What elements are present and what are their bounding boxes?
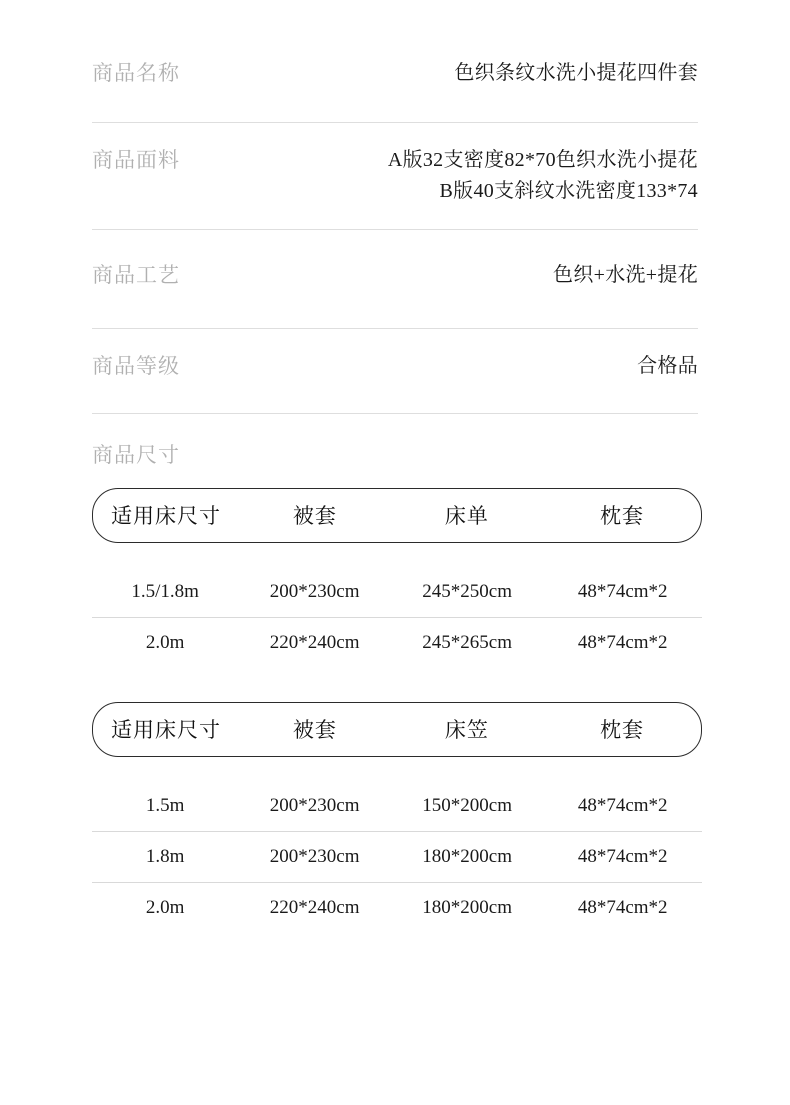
table-header-cell: 适用床尺寸 [110,718,221,742]
table-row [92,832,702,883]
spec-value-line: 合格品 [637,355,698,377]
spec-row-grade [92,329,698,414]
table-row [92,781,702,832]
size-table-header-1 [93,489,701,542]
spec-label-product-name: 商品名称 [92,61,180,85]
table-header-cell: 枕套 [599,504,644,528]
size-table-header-2 [93,703,701,756]
table-header-cell: 适用床尺寸 [110,504,221,528]
table-header-cell: 床笠 [444,718,489,742]
spec-value-line: 色织+水洗+提花 [553,264,698,286]
table-cell: 1.8m [92,832,238,883]
table-cell: 150*200cm [391,781,544,832]
table-cell: 220*240cm [269,897,360,918]
table-cell: 48*74cm*2 [543,781,702,832]
table-cell: 1.5m [92,781,238,832]
size-table-header-capsule-1 [92,488,702,543]
table-cell: 48*74cm*2 [543,832,702,883]
spec-value-line: 色织条纹水洗小提花四件套 [454,62,698,84]
size-table-header-capsule-2 [92,702,702,757]
spec-row-size [92,414,698,488]
table-header-cell: 被套 [292,504,337,528]
table-cell: 220*240cm [269,632,360,653]
table-cell: 200*230cm [238,832,391,883]
spec-row-product-name [92,44,698,123]
table-header-row [93,703,701,756]
table-header-cell: 枕套 [599,718,644,742]
size-table-body-2 [92,781,702,933]
spec-label-grade: 商品等级 [92,354,180,378]
spec-value-product-name [454,58,698,89]
spec-label-fabric: 商品面料 [92,148,180,172]
spec-value-line: A版32支密度82*70色织水洗小提花 [387,149,698,171]
spec-label-craft: 商品工艺 [92,263,180,287]
table-header-row [93,489,701,542]
table-cell: 1.5/1.8m [92,567,238,618]
table-row [92,567,702,618]
spec-value-grade [637,351,698,382]
size-table-block-fitted-sheet [92,702,698,933]
table-cell: 245*250cm [391,567,544,618]
table-cell: 2.0m [145,897,185,918]
spec-label-size: 商品尺寸 [92,443,180,467]
table-cell: 245*265cm [422,632,512,653]
table-cell: 48*74cm*2 [577,632,668,653]
table-cell: 200*230cm [238,567,391,618]
table-cell: 2.0m [145,632,185,653]
table-cell: 180*200cm [391,832,544,883]
spec-value-craft [553,260,698,291]
table-header-cell: 被套 [292,718,337,742]
table-cell: 48*74cm*2 [577,897,668,918]
size-table-body-1 [92,567,702,668]
size-table-block-bedsheet [92,488,698,668]
spec-row-fabric [92,123,698,230]
table-cell: 200*230cm [238,781,391,832]
table-cell: 180*200cm [422,897,512,918]
table-header-cell: 床单 [444,504,489,528]
table-row [92,883,702,934]
table-row [92,618,702,669]
spec-value-fabric [388,145,698,207]
spec-row-craft [92,230,698,329]
spec-value-line: B版40支斜纹水洗密度133*74 [439,180,698,202]
table-cell: 48*74cm*2 [543,567,702,618]
